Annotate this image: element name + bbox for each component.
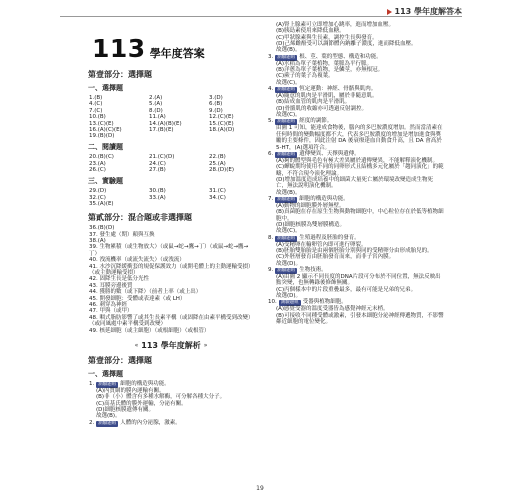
answer-item: 19.(B)(D) bbox=[89, 133, 115, 140]
question-text: 根、莖、葉的型態、構造和功能。 bbox=[299, 53, 382, 60]
answer-item: 35.(A)(E) bbox=[89, 200, 114, 207]
answer-item: 18.(A)(D) bbox=[209, 126, 235, 133]
answer-item: 4.(C) bbox=[89, 101, 103, 108]
answer-item: 2.(A) bbox=[149, 95, 163, 101]
answer-item: 17.(B)(E) bbox=[149, 126, 174, 133]
right-questions bbox=[268, 54, 444, 326]
answer-line: (A)受精卵在輸卵管內即可進行卵裂。 bbox=[276, 241, 367, 248]
answer-line: 故選(B)。 bbox=[96, 413, 121, 420]
question-text: 細胞的構造與功能。 bbox=[299, 195, 349, 202]
answer-item: 5.(A) bbox=[149, 101, 163, 108]
answer-item: 12.(C)(E) bbox=[209, 114, 234, 121]
answer-item: 32.(C) bbox=[89, 194, 106, 201]
right-lines bbox=[268, 22, 444, 54]
question-text: 遺傳變異、天擇與遺傳。 bbox=[299, 150, 360, 157]
answer-line: (A)水稻為單子葉植物，葉脈為平行脈。 bbox=[276, 60, 373, 67]
answer-line: (B)胚胎雙胎胎是由兩個胚胎分別與同的受精卵分由形成胎兒的。 bbox=[276, 247, 433, 254]
question-number: 7. bbox=[268, 195, 274, 202]
question-tag: 測驗題組 bbox=[277, 235, 296, 241]
answer-item: 16.(A)(C)(E) bbox=[89, 126, 122, 133]
answer-line: (B)胰島素使用來降低血糖。 bbox=[276, 28, 345, 35]
answer-item: 14.(A)(B)(E) bbox=[149, 120, 182, 127]
question-tag: 測驗題組 bbox=[280, 300, 299, 306]
answer-row: 37. 發生處（期）顛與互換 bbox=[89, 231, 155, 238]
answer-item: 27.(B) bbox=[149, 167, 166, 174]
answer-line: 故選(D)。 bbox=[276, 293, 302, 300]
header-rule bbox=[60, 16, 462, 17]
question-tag: 測驗題組 bbox=[277, 87, 296, 93]
answer-line: (B)非（小）體含有多種水解酶，可分解各種大分子。 bbox=[96, 394, 226, 401]
answer-item: 24.(C) bbox=[149, 160, 166, 167]
answer-line: (C)蟬蛻期均使用不同的同卵形式且結構多元化屬於「趨同演化」的範疇，不符合現今演化理論。 bbox=[276, 164, 444, 177]
question-1-lines bbox=[96, 388, 256, 420]
answer-grid-reading bbox=[89, 154, 256, 173]
answer-line: (C)甲狀腺素與生長素，調控生長與發育。 bbox=[276, 34, 378, 41]
page-number: 19 bbox=[256, 485, 264, 492]
question-text: 生物技術。 bbox=[299, 267, 327, 273]
answer-item: 22.(B) bbox=[209, 154, 226, 161]
answer-grid-lab bbox=[89, 188, 256, 201]
question-3 bbox=[268, 54, 444, 61]
answer-line: 故選(B)。 bbox=[276, 47, 301, 54]
answer-row: 36.(B)(D) bbox=[89, 225, 115, 232]
question-tag: 測驗題組 bbox=[277, 119, 296, 125]
question-body: 由圖 1 可知，能達成食物後，腦內的多巴胺濃度增加。然而當清素在任何時間的變動幅度都不大，代表多巴胺濃度的增加是增加進食與獎勵的主要條件，因此注射 DA 後衰療達血自動食升高，且 DA 會高於 5-HT，(A)選項符合。 bbox=[276, 125, 443, 151]
answer-line: (D)增加溫度造成培養中的細菌大量死亡屬於環境改變造成生物死亡，無法說明演化機制。 bbox=[276, 176, 434, 190]
answer-item: 21.(C)(D) bbox=[149, 154, 175, 161]
part1-heading: 第壹部分：選擇題 bbox=[88, 70, 152, 79]
question-text: 生殖過程及胚胎的發育。 bbox=[299, 234, 360, 241]
question-tag: 測驗題組 bbox=[98, 382, 117, 388]
triangle-icon bbox=[387, 9, 392, 15]
page-title-text: 學年度答案 bbox=[149, 47, 205, 60]
question-tag: 測驗題組 bbox=[277, 196, 296, 202]
right-column bbox=[268, 22, 444, 325]
answer-item: 23.(A) bbox=[89, 160, 106, 167]
answer-item: 25.(A) bbox=[209, 160, 226, 167]
answer-line: (D)己烯雌酚受可以調節體內鈉離子濃度，進而降低血壓。 bbox=[276, 41, 417, 48]
question-tag: 測驗題組 bbox=[277, 151, 296, 157]
answer-line: (B)真菌胞在存在原生生物與動物細胞中，中心粒位存在於低等植物細胞中。 bbox=[276, 209, 444, 222]
question-number: 5. bbox=[268, 118, 274, 125]
answer-line: (C)蕨子的葉子為複葉。 bbox=[276, 73, 334, 80]
question-text: 經度的調節。 bbox=[299, 118, 333, 125]
answer-item: 1.(B) bbox=[89, 95, 103, 101]
question-number: 10. bbox=[268, 299, 277, 306]
answer-row: 49. 核延細胞（或主細胞）（或根細胞）（或根管） bbox=[89, 327, 210, 334]
answer-line: (A)夠的體型與毛色有極大差異屬於遺傳變異，不能解釋演化機制。 bbox=[276, 157, 439, 164]
analysis-banner bbox=[86, 340, 256, 351]
answer-item: 6.(B) bbox=[209, 101, 223, 108]
question-2: 2. 測驗題組 人體的內分泌腺，激素。 bbox=[89, 419, 181, 426]
answer-item: 20.(B)(C) bbox=[89, 154, 114, 161]
part1b-s1-heading: 一、選擇題 bbox=[88, 370, 123, 379]
answer-line: (B)洋蔥為單子葉植物，是鱗莖，亦無根冠。 bbox=[276, 67, 384, 74]
answer-item: 3.(D) bbox=[209, 95, 223, 101]
question-tag: 測驗題組 bbox=[277, 268, 296, 273]
answer-grid-choice bbox=[89, 95, 256, 133]
answer-item: 33.(A) bbox=[149, 194, 166, 201]
page-title-year: 113 bbox=[92, 34, 146, 63]
answer-line: 故選(B)。 bbox=[276, 189, 301, 196]
answer-line: 故選(D)。 bbox=[276, 260, 302, 267]
answer-line: 故選(C)。 bbox=[276, 79, 301, 86]
answer-line: (A)隨意的肌肉是平滑肌，屬於非隨意肌。 bbox=[276, 93, 378, 100]
question-text: 受器與植物細胞。 bbox=[302, 299, 347, 306]
question-number: 6. bbox=[268, 150, 274, 157]
part2-heading: 第貳部分：混合題或非選擇題 bbox=[88, 213, 192, 223]
answer-item: 8.(D) bbox=[149, 107, 163, 114]
analysis-banner-title: 113 學年度解析 bbox=[141, 341, 201, 351]
answer-item: 26.(C) bbox=[89, 167, 106, 174]
answer-item: 34.(C) bbox=[209, 194, 226, 201]
answer-item: 31.(C) bbox=[209, 188, 226, 195]
question-text: 恆定運動：神經、骨骼與肌肉。 bbox=[299, 86, 377, 93]
part1-s1-heading: 一、選擇題 bbox=[88, 84, 123, 92]
question-tag: 測驗題組 bbox=[277, 54, 296, 60]
answer-item: 30.(B) bbox=[149, 188, 166, 195]
answer-row: 47. 甲與（或甲） bbox=[89, 308, 133, 315]
answer-item: 9.(D) bbox=[209, 107, 223, 114]
question-number: 3. bbox=[268, 53, 274, 60]
answer-row: 40. 洩流機率（或流失流失）（或洩流） bbox=[89, 257, 185, 264]
answer-item: 29.(D) bbox=[89, 188, 107, 195]
chevron-right-icon: » bbox=[203, 342, 208, 350]
answer-line: (A)感覺受器的溫度受器皆為感覺神經元末梢。 bbox=[276, 306, 389, 313]
answer-line: (A)內質網的膜內運輸有關。 bbox=[96, 388, 165, 395]
answer-item: 15.(C)(E) bbox=[209, 120, 234, 127]
answer-line: (D)細胞核膜為雙層膜構造。 bbox=[276, 221, 346, 228]
running-header-title: 113 學年度解答本 bbox=[394, 7, 462, 16]
answer-row: 48. 咽式脂肪影響了或其生長素平構（或固降在由素平構受到改變）（或同風處中素平構受到改變） bbox=[89, 314, 254, 328]
question-7 bbox=[268, 196, 444, 203]
question-9 bbox=[268, 267, 444, 274]
answer-line: (C)高基氏體的膜外運輸，分泌有關。 bbox=[96, 400, 187, 407]
chevron-left-icon: « bbox=[134, 342, 139, 350]
answer-row: 44. 獲勝的數（或下降）（前者上率（或上出） bbox=[89, 289, 202, 296]
question-number: 9. bbox=[268, 267, 274, 273]
answer-item: 11.(A) bbox=[149, 114, 166, 121]
answer-item: 10.(B) bbox=[89, 114, 106, 121]
answer-row: 46. 刺穿為神經 bbox=[89, 302, 127, 309]
question-1: 1. 測驗題組 細胞的構造與功能。 bbox=[89, 381, 170, 388]
answer-row: 39. 生物累積（或生物放大）（或鼠→蛇→鷹→丁）（或鼠→蛇→鷹→丁） bbox=[89, 244, 249, 257]
answer-line: (C)丙個樣本中的片段重疊最多，最有可能是兄弟的兄弟。 bbox=[276, 286, 417, 293]
question-number: 4. bbox=[268, 86, 274, 93]
answer-item: 7.(C) bbox=[89, 107, 103, 114]
answer-line: (B)可接收不同種受體或激素，引發本細胞分泌神經傳遞物質，不影響鄰近細胞的電位變化。 bbox=[276, 312, 444, 326]
page-title bbox=[92, 34, 256, 63]
answer-row: 45. 開發細胞：受體或表達素（或 LH） bbox=[89, 295, 186, 302]
part2-list bbox=[86, 225, 256, 334]
question-8 bbox=[268, 235, 444, 242]
answer-row: 42. 固降生長是低分光性 bbox=[89, 276, 149, 283]
answer-item: 28.(D)(E) bbox=[209, 167, 235, 174]
answer-line: 故選(C)。 bbox=[276, 112, 301, 119]
question-6 bbox=[268, 151, 444, 158]
answer-row: 41. 水沙沉降緩衝套的規促保護效力（或開毛體上的主動運輸受損）（或主動運輸受損） bbox=[89, 263, 254, 276]
answer-line: (C)外胚層發育由胚胎發育而來，而非子宮內膜。 bbox=[276, 254, 395, 261]
question-number: 8. bbox=[268, 234, 274, 241]
left-column bbox=[86, 22, 256, 427]
answer-line: (A)腎上腺素可立即增加心跳率，進而增加血壓。 bbox=[276, 22, 395, 28]
part1-s2-heading: 二、閱讀題 bbox=[88, 143, 123, 152]
answer-row: 43. 耳膜旁邊後質 bbox=[89, 282, 133, 289]
part1-s3-heading: 三、實驗題 bbox=[88, 177, 123, 186]
answer-item: 13.(C)(E) bbox=[89, 120, 114, 127]
answer-line: (D)細胞核膜遺傳有關。 bbox=[96, 407, 155, 414]
question-tag: 測驗題組 bbox=[98, 420, 117, 426]
part1b-heading: 第壹部分：選擇題 bbox=[88, 356, 152, 366]
answer-line: (D)骨骼肌的收縮亦可透過反射調控。 bbox=[276, 105, 368, 112]
answer-row: 38.(A) bbox=[89, 237, 106, 244]
answer-line: 故選(C)。 bbox=[276, 228, 301, 235]
answer-line: (A)由圖 2 顯示不同長度的DNA片段可分布於不同位置，無法反映出點突變，也無轉錄後修飾無關。 bbox=[276, 274, 441, 287]
answer-line: (A)動物的細胞膜外層無壁。 bbox=[276, 202, 345, 209]
answer-line: (B)結成血管的肌肉是平滑肌。 bbox=[276, 99, 351, 106]
